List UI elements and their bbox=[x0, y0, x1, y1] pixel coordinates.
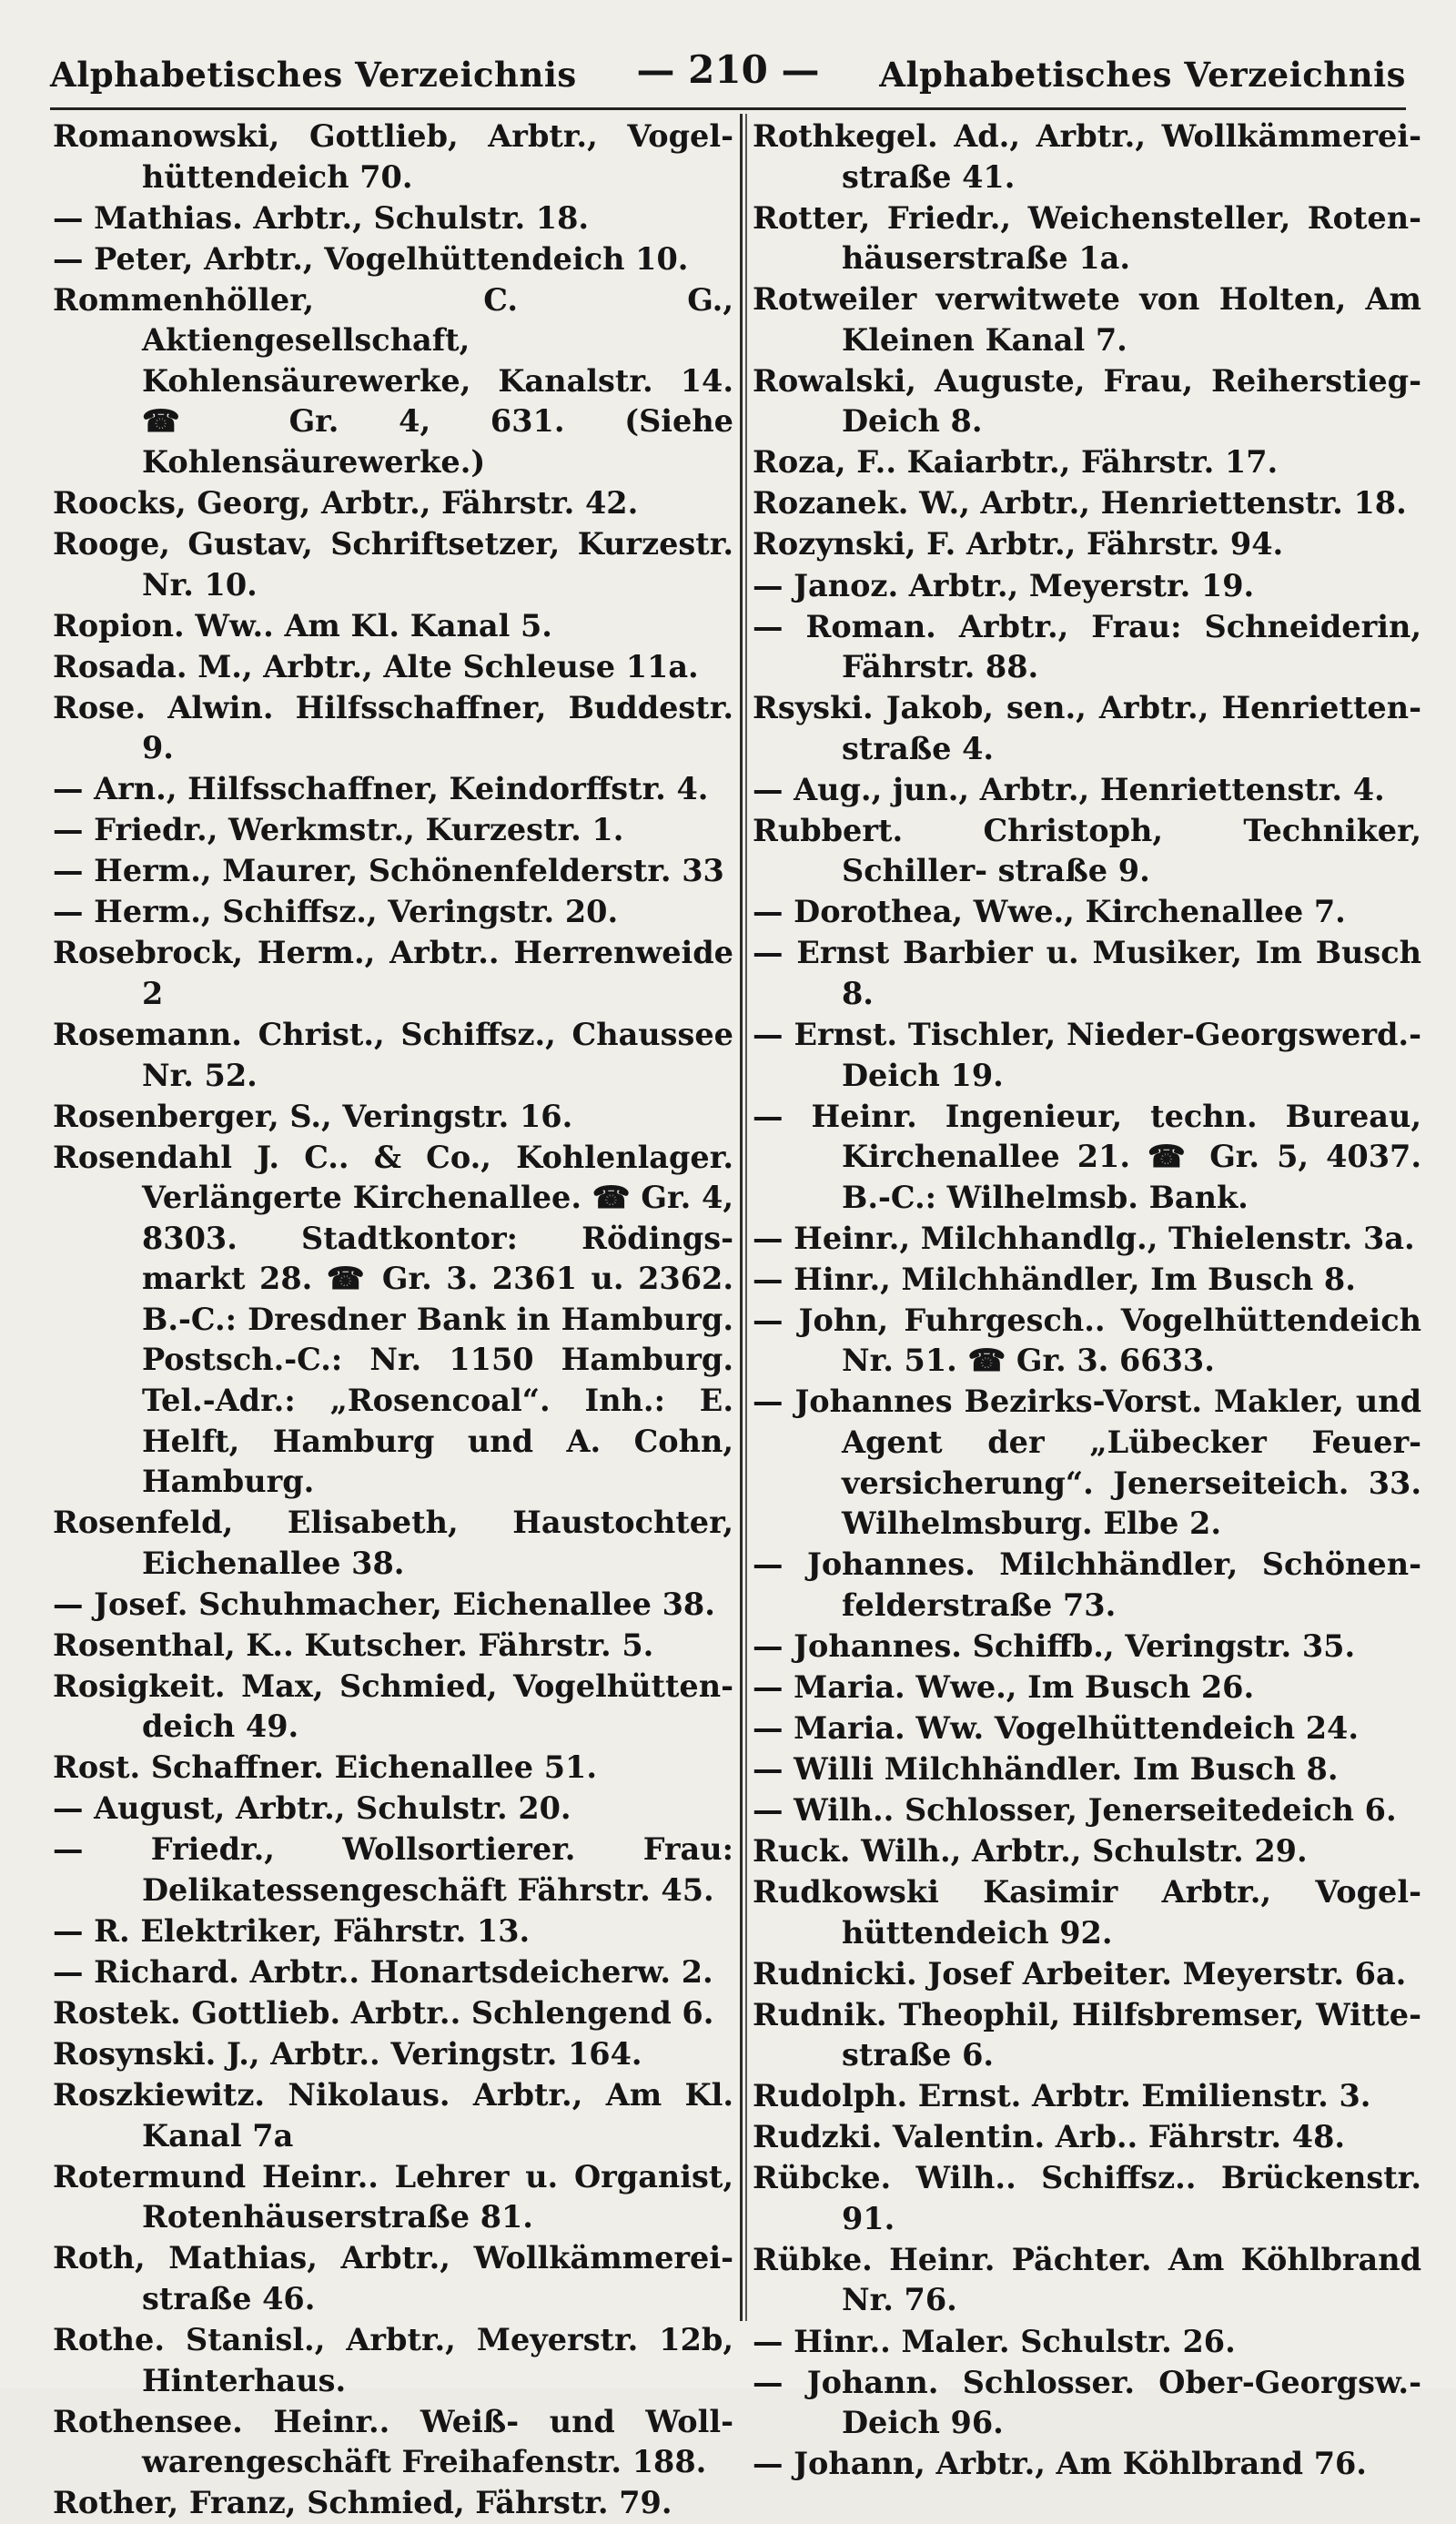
list-item: Rostek. Gottlieb. Arbtr.. Schlengend 6. bbox=[53, 1995, 714, 2032]
list-item: — Wilh.. Schlosser, Jenerseitedeich 6. bbox=[753, 1791, 1397, 1828]
right-column bbox=[753, 117, 1421, 2485]
list-item: Rudnik. Theophil, Hilfsbremser, Witte- straße 6. bbox=[753, 1996, 1421, 2073]
list-item: — Richard. Arbtr.. Honartsdeicherw. 2. bbox=[53, 1954, 713, 1991]
list-item: Rotweiler verwitwete von Holten, Am Kleinen Kanal 7. bbox=[753, 281, 1421, 358]
list-item: Rudkowski Kasimir Arbtr., Vogel- hüttendeich 92. bbox=[753, 1874, 1421, 1951]
list-item: Rozynski, F. Arbtr., Fährstr. 94. bbox=[753, 526, 1284, 563]
list-item: — Herm., Maurer, Schönenfelderstr. 33 bbox=[53, 853, 724, 889]
list-item: — Johann, Arbtr., Am Köhlbrand 76. bbox=[753, 2446, 1367, 2482]
list-item: Rsyski. Jakob, sen., Arbtr., Henrietten- straße 4. bbox=[753, 690, 1421, 766]
list-item: Rosynski. J., Arbtr.. Veringstr. 164. bbox=[53, 2036, 642, 2073]
list-item: — Heinr. Ingenieur, techn. Bureau, Kirchenallee 21. ☎ Gr. 5, 4037. B.-C.: Wilhelmsb. Bank. bbox=[753, 1098, 1421, 1215]
list-item: — Aug., jun., Arbtr., Henriettenstr. 4. bbox=[753, 771, 1385, 807]
list-item: Rosigkeit. Max, Schmied, Vogelhütten- deich 49. bbox=[53, 1667, 733, 1745]
list-item: Rudnicki. Josef Arbeiter. Meyerstr. 6a. bbox=[753, 1955, 1407, 1992]
list-item: Romanowski, Gottlieb, Arbtr., Vogel- hüttendeich 70. bbox=[53, 118, 733, 195]
list-item: — Friedr., Werkmstr., Kurzestr. 1. bbox=[53, 812, 624, 848]
list-item: — Maria. Ww. Vogelhüttendeich 24. bbox=[753, 1709, 1359, 1746]
list-item: — Johannes. Schiffb., Veringstr. 35. bbox=[753, 1627, 1356, 1664]
list-item: Roszkiewitz. Nikolaus. Arbtr., Am Kl. Kanal 7a bbox=[53, 2077, 733, 2154]
list-item: — Maria. Wwe., Im Busch 26. bbox=[753, 1668, 1255, 1705]
list-item: Ruck. Wilh., Arbtr., Schulstr. 29. bbox=[753, 1832, 1308, 1869]
list-item: Rommenhöller, C. G., Aktiengesellschaft, Kohlensäurewerke, Kanalstr. 14. ☎ Gr. 4, 631. (Siehe Kohlensäurewerke.) bbox=[53, 281, 733, 480]
list-item: Rotermund Heinr.. Lehrer u. Organist, Rotenhäuserstraße 81. bbox=[53, 2158, 733, 2235]
page-header bbox=[50, 35, 1406, 98]
list-item: — Dorothea, Wwe., Kirchenallee 7. bbox=[753, 894, 1346, 930]
list-item: Rübke. Heinr. Pächter. Am Köhlbrand Nr. 76. bbox=[753, 2241, 1421, 2318]
list-item: Rosenberger, S., Veringstr. 16. bbox=[53, 1098, 573, 1134]
list-item: — Hinr., Milchhändler, Im Busch 8. bbox=[753, 1261, 1356, 1297]
list-item: — Herm., Schiffsz., Veringstr. 20. bbox=[53, 894, 619, 930]
list-item: — Johannes Bezirks-Vorst. Makler, und Agent der „Lübecker Feuer- versicherung“. Jenerseiteich. 33. Wilhelmsburg. Elbe 2. bbox=[753, 1384, 1421, 1542]
list-item: Rosenthal, K.. Kutscher. Fährstr. 5. bbox=[53, 1627, 654, 1663]
list-item: Rowalski, Auguste, Frau, Reiherstieg- Deich 8. bbox=[753, 362, 1421, 440]
list-item: — John, Fuhrgesch.. Vogelhüttendeich Nr. 51. ☎ Gr. 3. 6633. bbox=[753, 1302, 1421, 1379]
list-item: Rothensee. Heinr.. Weiß- und Woll- warengeschäft Freihafenstr. 188. bbox=[53, 2403, 733, 2480]
list-item: — Mathias. Arbtr., Schulstr. 18. bbox=[53, 199, 590, 236]
list-item: — Johannes. Milchhändler, Schönen- felderstraße 73. bbox=[753, 1546, 1421, 1623]
header-rule bbox=[50, 107, 1406, 110]
list-item: Rothe. Stanisl., Arbtr., Meyerstr. 12b, Hinterhaus. bbox=[53, 2322, 733, 2398]
list-item: Rudolph. Ernst. Arbtr. Emilienstr. 3. bbox=[753, 2078, 1371, 2114]
list-item: Rooge, Gustav, Schriftsetzer, Kurzestr. Nr. 10. bbox=[53, 525, 733, 603]
left-column bbox=[53, 117, 733, 2524]
list-item: — Arn., Hilfsschaffner, Keindorffstr. 4. bbox=[53, 771, 709, 807]
list-item: Roza, F.. Kaiarbtr., Fährstr. 17. bbox=[753, 444, 1279, 481]
list-item: Rose. Alwin. Hilfsschaffner, Buddestr. 9. bbox=[53, 689, 733, 766]
list-item: Rudzki. Valentin. Arb.. Fährstr. 48. bbox=[753, 2119, 1346, 2155]
running-head-left: Alphabetisches Verzeichnis bbox=[50, 55, 577, 95]
list-item: Rosenfeld, Elisabeth, Haustochter, Eichenallee 38. bbox=[53, 1505, 733, 1581]
list-item: Rosada. M., Arbtr., Alte Schleuse 11a. bbox=[53, 648, 699, 684]
list-item: — Peter, Arbtr., Vogelhüttendeich 10. bbox=[53, 240, 689, 277]
list-item: Rübcke. Wilh.. Schiffsz.. Brückenstr. 91. bbox=[753, 2160, 1421, 2236]
list-item: — Willi Milchhändler. Im Busch 8. bbox=[753, 1750, 1339, 1787]
list-item: Rost. Schaffner. Eichenallee 51. bbox=[53, 1749, 597, 1786]
list-item: — Roman. Arbtr., Frau: Schneiderin, Fährstr. 88. bbox=[753, 608, 1421, 685]
column-divider-secondary bbox=[745, 114, 747, 2321]
list-item: Rubbert. Christoph, Techniker, Schiller- straße 9. bbox=[753, 812, 1421, 889]
column-divider bbox=[740, 114, 743, 2321]
list-item: Ropion. Ww.. Am Kl. Kanal 5. bbox=[53, 607, 552, 644]
list-item: — Ernst Barbier u. Musiker, Im Busch 8. bbox=[753, 935, 1421, 1011]
list-item: — Friedr., Wollsortierer. Frau: Delikatessengeschäft Fährstr. 45. bbox=[53, 1831, 733, 1909]
running-head-right: Alphabetisches Verzeichnis bbox=[879, 55, 1406, 95]
list-item: Rosendahl J. C.. & Co., Kohlenlager. Verlängerte Kirchenallee. ☎ Gr. 4, 8303. Stadtkontor: Rödings- markt 28. ☎ Gr. 3. 2361 u. 2362. B.-C.: Dresdner Bank in Hamburg. Postsch.-C.: Nr. 1150 Hamburg. Tel.-Adr.: „Rosencoal“. Inh.: E. Helft, Hamburg und A. Cohn, Hamburg. bbox=[53, 1139, 733, 1500]
page-number: — 210 — bbox=[636, 47, 820, 92]
list-item: — Janoz. Arbtr., Meyerstr. 19. bbox=[753, 567, 1255, 603]
list-item: — Josef. Schuhmacher, Eichenallee 38. bbox=[53, 1586, 715, 1622]
list-item: Rosebrock, Herm., Arbtr.. Herrenweide 2 bbox=[53, 935, 733, 1011]
list-item: — R. Elektriker, Fährstr. 13. bbox=[53, 1913, 531, 1950]
list-item: Roocks, Georg, Arbtr., Fährstr. 42. bbox=[53, 484, 639, 521]
list-item: Roth, Mathias, Arbtr., Wollkämmerei- straße 46. bbox=[53, 2240, 733, 2316]
list-item: Rozanek. W., Arbtr., Henriettenstr. 18. bbox=[753, 485, 1407, 522]
list-item: Rothkegel. Ad., Arbtr., Wollkämmerei- straße 41. bbox=[753, 118, 1421, 195]
list-item: — Hinr.. Maler. Schulstr. 26. bbox=[753, 2323, 1236, 2359]
list-item: — Johann. Schlosser. Ober-Georgsw.- Deich 96. bbox=[753, 2364, 1421, 2441]
list-item: — August, Arbtr., Schulstr. 20. bbox=[53, 1790, 571, 1827]
list-item: Rosemann. Christ., Schiffsz., Chaussee Nr. 52. bbox=[53, 1017, 733, 1093]
list-item: Rother, Franz, Schmied, Fährstr. 79. bbox=[53, 2485, 672, 2521]
list-item: — Ernst. Tischler, Nieder-Georgswerd.- Deich 19. bbox=[753, 1017, 1421, 1093]
list-item: — Heinr., Milchhandlg., Thielenstr. 3a. bbox=[753, 1220, 1415, 1256]
list-item: Rotter, Friedr., Weichensteller, Roten- häuserstraße 1a. bbox=[753, 199, 1421, 277]
